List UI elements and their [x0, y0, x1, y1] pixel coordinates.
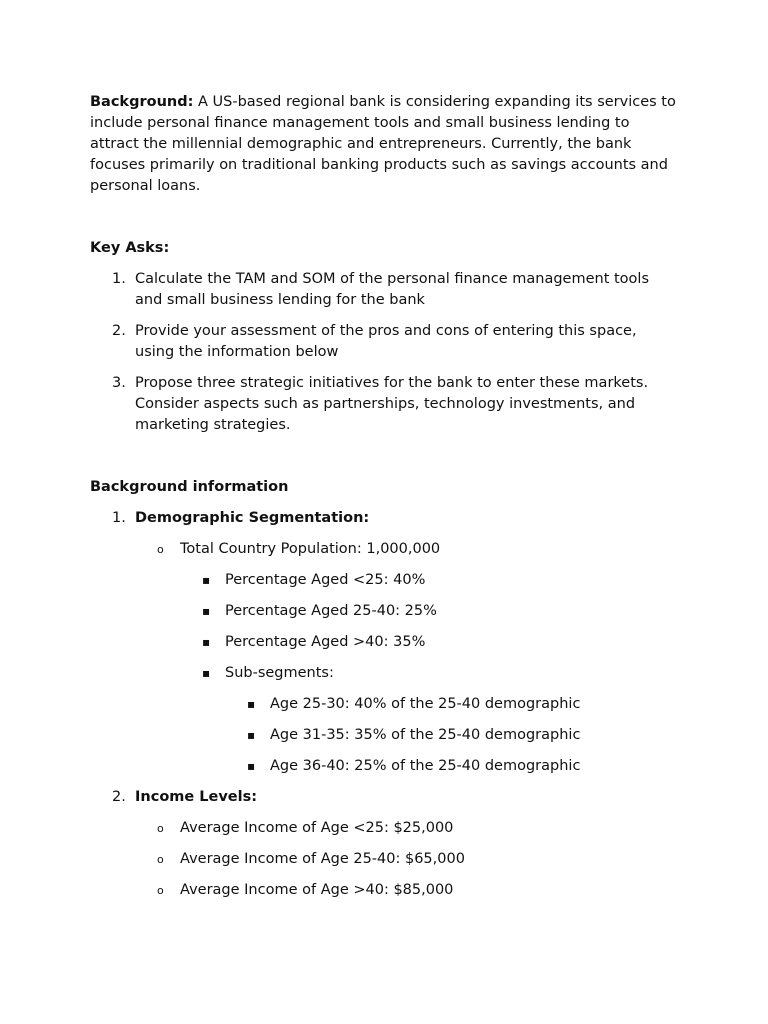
- key-ask-number: 1.: [112, 271, 126, 287]
- list-item-text: Age 31-35: 35% of the 25-40 demographic: [270, 727, 581, 743]
- list-item: [90, 570, 680, 591]
- list-item: [90, 694, 680, 715]
- key-ask-item: [90, 321, 680, 363]
- list-item-text: Total Country Population: 1,000,000: [180, 541, 441, 557]
- list-item: [90, 632, 680, 653]
- list-item-text: Percentage Aged <25: 40%: [225, 572, 426, 588]
- list-item-text: Sub-segments:: [225, 665, 334, 681]
- list-item-text: Average Income of Age >40: $85,000: [180, 882, 454, 898]
- background-paragraph: [90, 92, 680, 197]
- square-bullet-icon: ▪: [202, 666, 211, 680]
- key-ask-text: Propose three strategic initiatives for the bank to enter these markets. Consider aspects such as partnerships, technology investments, and marketing strategies.: [135, 375, 649, 433]
- section-title: Demographic Segmentation:: [135, 510, 370, 526]
- square-bullet-icon: ▪: [247, 759, 256, 773]
- key-asks-heading: Key Asks:: [90, 240, 170, 256]
- list-item-text: Percentage Aged >40: 35%: [225, 634, 426, 650]
- document-page: [90, 92, 680, 901]
- list-item-text: Average Income of Age <25: $25,000: [180, 820, 454, 836]
- list-item: [90, 880, 680, 901]
- key-ask-item: [90, 373, 680, 436]
- key-ask-text: Calculate the TAM and SOM of the personal finance management tools and small business lending for the bank: [135, 271, 649, 308]
- key-ask-text: Provide your assessment of the pros and cons of entering this space, using the information below: [135, 323, 637, 360]
- list-item: [90, 818, 680, 839]
- key-ask-item: [90, 269, 680, 311]
- list-item: [90, 725, 680, 746]
- circle-bullet-icon: o: [157, 884, 164, 897]
- list-item: [90, 601, 680, 622]
- list-item: [90, 849, 680, 870]
- demographic-section-title: [90, 508, 680, 529]
- square-bullet-icon: ▪: [247, 697, 256, 711]
- square-bullet-icon: ▪: [247, 728, 256, 742]
- list-item-text: Age 36-40: 25% of the 25-40 demographic: [270, 758, 581, 774]
- square-bullet-icon: ▪: [202, 604, 211, 618]
- list-item-text: Average Income of Age 25-40: $65,000: [180, 851, 465, 867]
- key-ask-number: 2.: [112, 323, 126, 339]
- list-item-text: Age 25-30: 40% of the 25-40 demographic: [270, 696, 581, 712]
- section-title: Income Levels:: [135, 789, 258, 805]
- circle-bullet-icon: o: [157, 853, 164, 866]
- list-item: [90, 663, 680, 684]
- background-info-heading: Background information: [90, 479, 289, 495]
- section-number: 2.: [112, 789, 126, 805]
- background-label: Background:: [90, 94, 194, 110]
- list-item: [90, 539, 680, 560]
- square-bullet-icon: ▪: [202, 635, 211, 649]
- list-item-text: Percentage Aged 25-40: 25%: [225, 603, 437, 619]
- section-number: 1.: [112, 510, 126, 526]
- background-text: A US-based regional bank is considering expanding its services to include personal finance management tools and small business lending to attract the millennial demographic and entrepreneurs. Currently, the bank focuses primarily on traditional banking products such as savings accounts and personal loans.: [90, 94, 676, 194]
- circle-bullet-icon: o: [157, 822, 164, 835]
- income-section-title: [90, 787, 680, 808]
- list-item: [90, 756, 680, 777]
- square-bullet-icon: ▪: [202, 573, 211, 587]
- circle-bullet-icon: o: [157, 543, 164, 556]
- key-ask-number: 3.: [112, 375, 126, 391]
- key-asks-list: [90, 269, 680, 436]
